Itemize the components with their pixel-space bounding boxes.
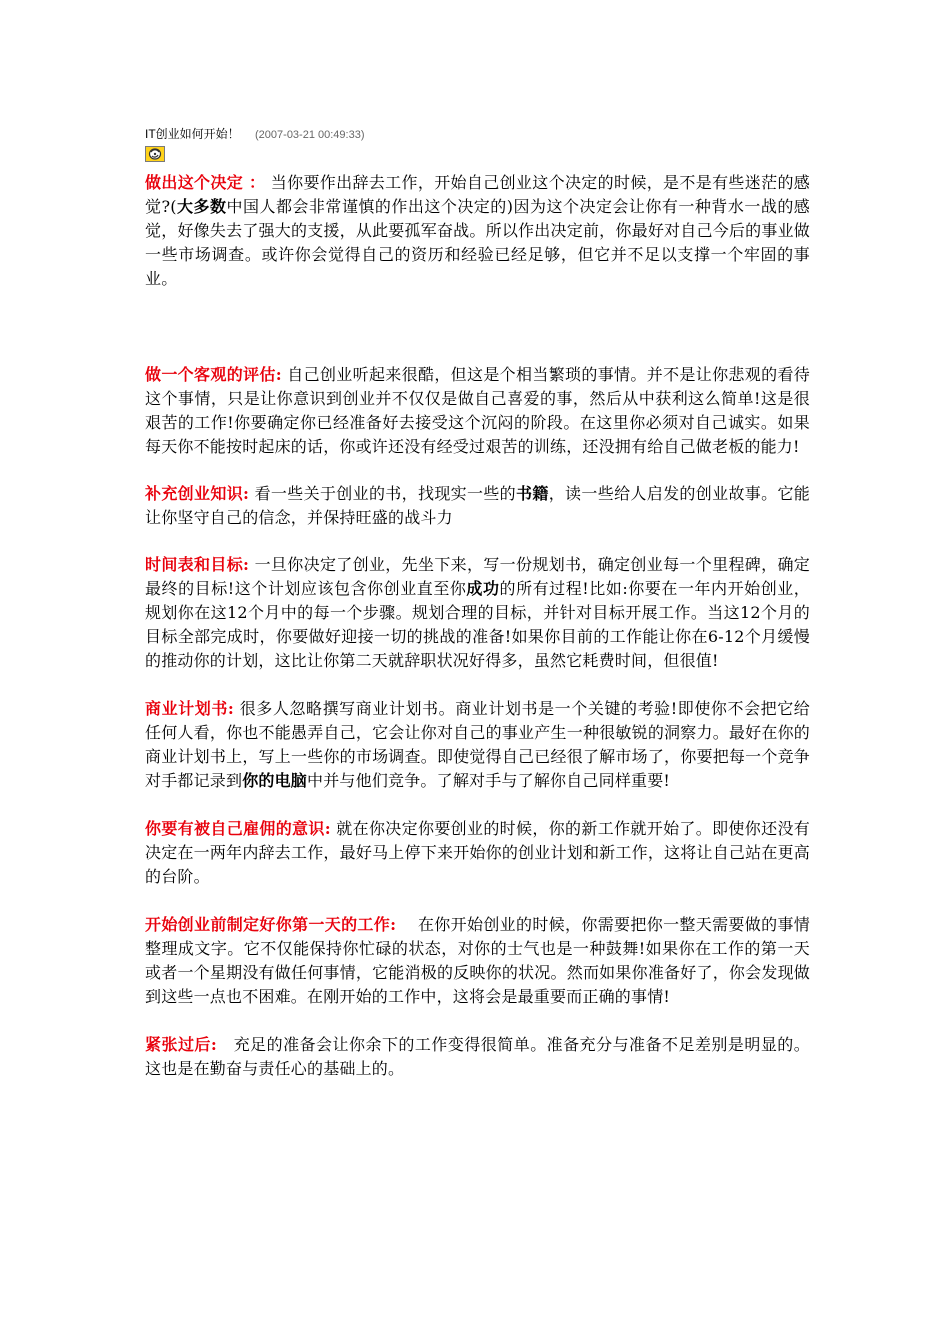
article-date: (2007-03-21 00:49:33)	[255, 129, 365, 141]
section-heading: 商业计划书:	[145, 699, 235, 718]
emoticon-icon	[145, 146, 165, 162]
section-emphasis: 书籍	[516, 484, 549, 503]
section-text: 中并与他们竞争。了解对手与了解你自己同样重要!	[307, 771, 671, 790]
section-emphasis: 大多数	[176, 197, 227, 216]
section-decision	[145, 171, 810, 291]
section-heading: 紧张过后:	[145, 1035, 217, 1054]
section-self-employed	[145, 817, 810, 889]
section-emphasis: 你的电脑	[242, 771, 308, 790]
section-heading: 做出这个决定 ：	[145, 173, 266, 192]
section-heading: 你要有被自己雇佣的意识:	[145, 819, 331, 838]
section-text: 的所有过程!比如:你要在一年内开始创业，规划你在这12个月中的每一个步骤。规划合理的目标，并针对目标开展工作。当这12个月的目标全部完成时，你要做好迎接一切的挑战的准备!如果你目前的工作能让你在6-12个月缓慢的推动你的计划，这比让你第二天就辞职状况好得多，虽然它耗费时间，但很值!	[145, 579, 810, 670]
emoticon-icon-glyph	[148, 148, 162, 160]
section-assessment	[145, 363, 810, 459]
section-heading: 做一个客观的评估:	[145, 365, 282, 384]
section-after-tension	[145, 1033, 810, 1081]
section-heading: 补充创业知识:	[145, 484, 250, 503]
section-text: 看一些关于创业的书，找现实一些的	[254, 484, 517, 503]
section-heading: 时间表和目标:	[145, 555, 250, 574]
section-knowledge	[145, 482, 810, 530]
section-heading: 开始创业前制定好你第一天的工作:	[145, 915, 397, 934]
section-business-plan	[145, 697, 810, 793]
article-header	[145, 126, 810, 144]
section-text: 就在你决定你要创业的时候，你的新工作就开始了。即使你还没有决定在一两年内辞去工作，最好马上停下来开始你的创业计划和新工作，这将让自己站在更高的台阶。	[145, 819, 810, 886]
section-text: 当你要作出辞去工作，开始自己创业这个决定的时候，是不是有些迷茫的感觉?(	[145, 173, 810, 216]
section-text: 很多人忽略撰写商业计划书。商业计划书是一个关键的考验!即使你不会把它给任何人看，你也不能愚弄自己，它会让你对自己的事业产生一种很敏锐的洞察力。最好在你的商业计划书上，写上一些你的市场调查。即使觉得自己已经很了解市场了，你要把每一个竞争对手都记录到	[145, 699, 811, 790]
article-title: IT创业如何开始！	[145, 127, 240, 141]
section-first-day	[145, 913, 810, 1009]
article	[145, 126, 810, 1081]
section-text: 充足的准备会让你余下的工作变得很简单。准备充分与准备不足差别是明显的。这也是在勤奋与责任心的基础上的。	[145, 1035, 810, 1078]
section-text: 在你开始创业的时候，你需要把你一整天需要做的事情整理成文字。它不仅能保持你忙碌的状态，对你的士气也是一种鼓舞!如果你在工作的第一天或者一个星期没有做任何事情，它能消极的反映你的状况。然而如果你准备好了，你会发现做到这些一点也不困难。在刚开始的工作中，这将会是最重要而正确的事情!	[145, 915, 810, 1006]
section-text: 中国人都会非常谨慎的作出这个决定的)因为这个决定会让你有一种背水一战的感觉，好像失去了强大的支援，从此要孤军奋战。所以作出决定前，你最好对自己今后的事业做一些市场调查。或许你会觉得自己的资历和经验已经足够，但它并不足以支撑一个牢固的事业。	[145, 197, 811, 288]
section-text: 一旦你决定了创业，先坐下来，写一份规划书，确定创业每一个里程碑，确定最终的目标!这个计划应该包含你创业直至你	[145, 555, 810, 598]
section-schedule	[145, 553, 810, 673]
section-text: 自己创业听起来很酷，但这是个相当繁琐的事情。并不是让你悲观的看待这个事情，只是让你意识到创业并不仅仅是做自己喜爱的事，然后从中获利这么简单!这是很艰苦的工作!你要确定你已经准备好去接受这个沉闷的阶段。在这里你必须对自己诚实。如果每天你不能按时起床的话，你或许还没有经受过艰苦的训练，还没拥有给自己做老板的能力!	[145, 365, 810, 456]
section-text: ，读一些给人启发的创业故事。它能让你坚守自己的信念，并保持旺盛的战斗力	[145, 484, 811, 527]
section-emphasis: 成功	[466, 579, 500, 598]
